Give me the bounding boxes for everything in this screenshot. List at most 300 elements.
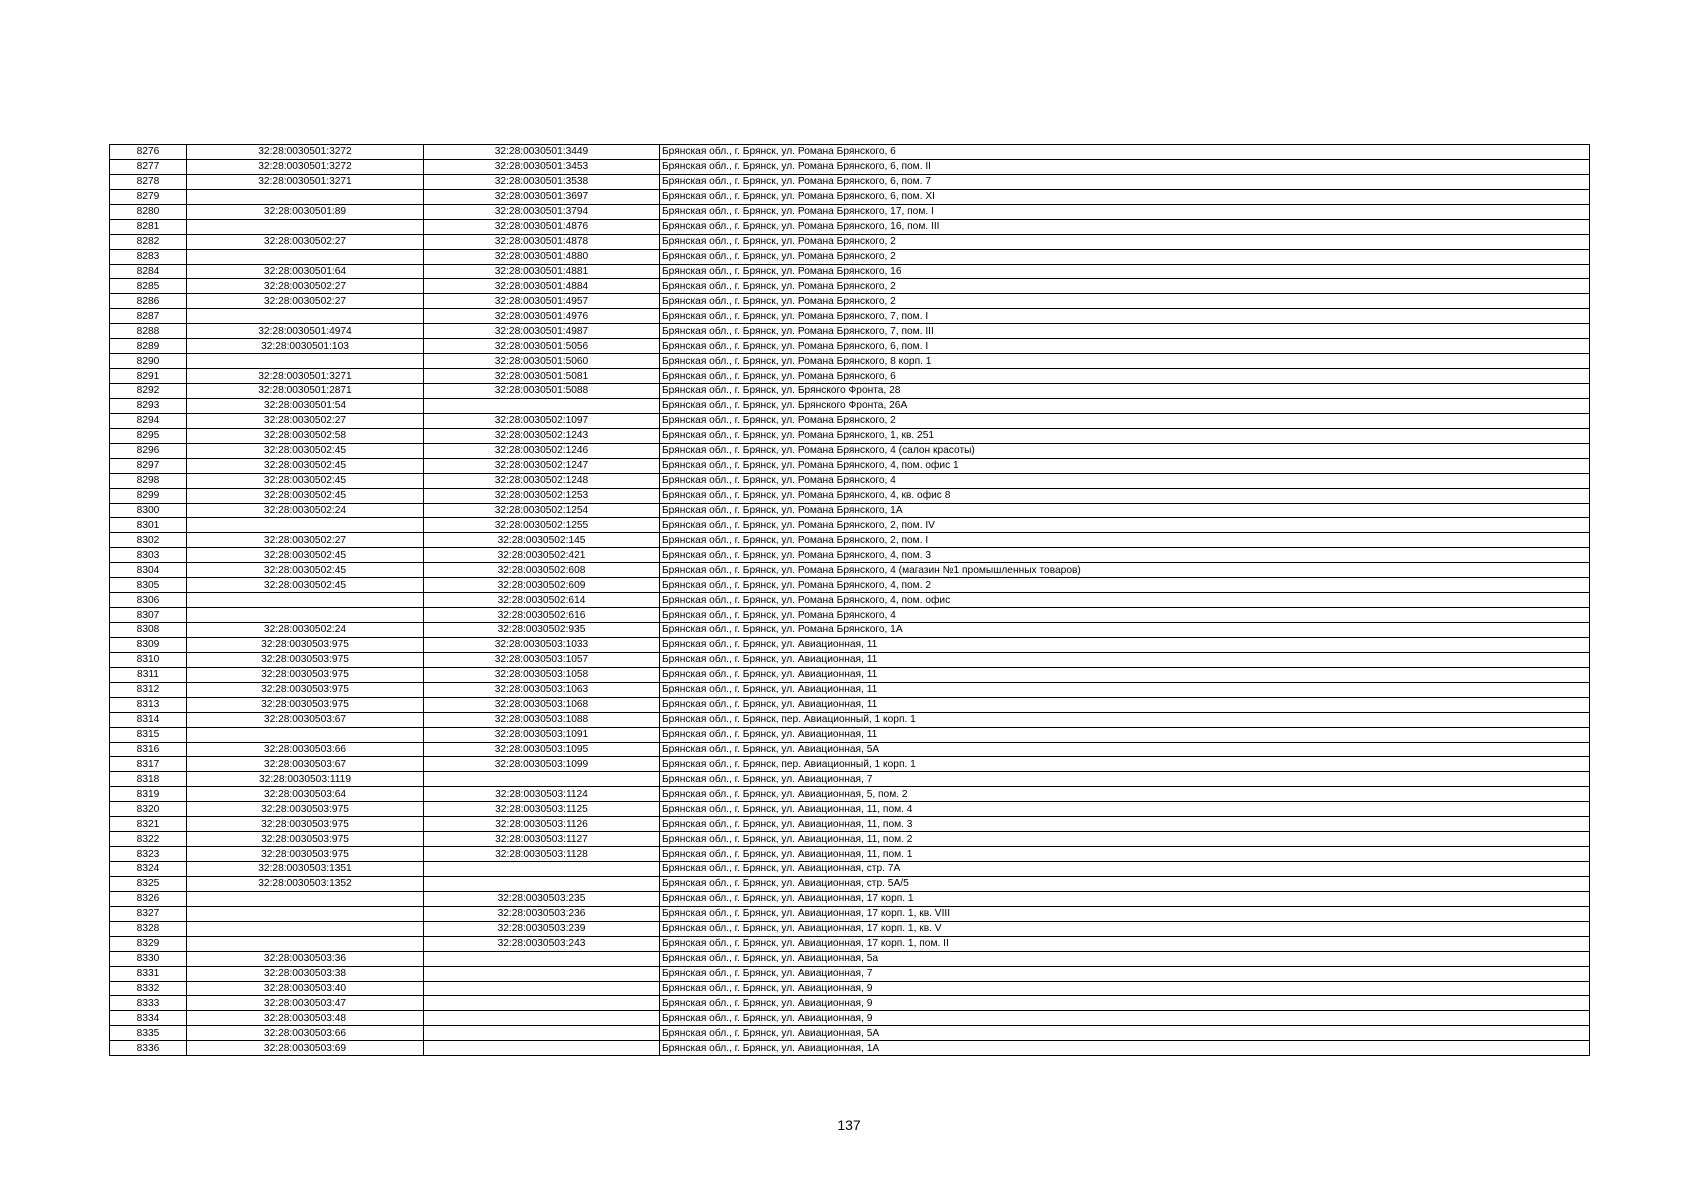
row-number-cell: 8325 [110,876,187,891]
table-row [110,757,1590,772]
row-number-cell: 8336 [110,1041,187,1056]
object-cadastral-cell [424,981,660,996]
address-cell: Брянская обл., г. Брянск, ул. Романа Брянского, 2 [660,413,1590,428]
address-cell: Брянская обл., г. Брянск, ул. Романа Брянского, 4, пом. 3 [660,548,1590,563]
parcel-cadastral-cell [187,727,424,742]
address-cell: Брянская обл., г. Брянск, ул. Авиационная, стр. 5А/5 [660,876,1590,891]
object-cadastral-cell: 32:28:0030502:1097 [424,413,660,428]
address-cell: Брянская обл., г. Брянск, ул. Авиационная, стр. 7А [660,862,1590,877]
address-cell: Брянская обл., г. Брянск, ул. Авиационная, 11 [660,652,1590,667]
parcel-cadastral-cell: 32:28:0030503:47 [187,996,424,1011]
row-number-cell: 8294 [110,413,187,428]
address-cell: Брянская обл., г. Брянск, ул. Романа Брянского, 7, пом. III [660,324,1590,339]
object-cadastral-cell: 32:28:0030502:1247 [424,458,660,473]
object-cadastral-cell: 32:28:0030502:1248 [424,473,660,488]
row-number-cell: 8297 [110,458,187,473]
table-row [110,936,1590,951]
row-number-cell: 8311 [110,667,187,682]
row-number-cell: 8307 [110,608,187,623]
address-cell: Брянская обл., г. Брянск, ул. Авиационная, 11 [660,727,1590,742]
row-number-cell: 8283 [110,249,187,264]
object-cadastral-cell: 32:28:0030501:4884 [424,279,660,294]
address-cell: Брянская обл., г. Брянск, ул. Авиационная, 11, пом. 2 [660,832,1590,847]
parcel-cadastral-cell: 32:28:0030503:975 [187,832,424,847]
object-cadastral-cell: 32:28:0030503:1095 [424,742,660,757]
object-cadastral-cell: 32:28:0030502:421 [424,548,660,563]
row-number-cell: 8277 [110,159,187,174]
address-cell: Брянская обл., г. Брянск, ул. Брянского Фронта, 28 [660,384,1590,399]
row-number-cell: 8312 [110,682,187,697]
table-row [110,847,1590,862]
object-cadastral-cell: 32:28:0030501:4876 [424,219,660,234]
object-cadastral-cell [424,876,660,891]
table-row [110,548,1590,563]
row-number-cell: 8310 [110,652,187,667]
table-row [110,473,1590,488]
object-cadastral-cell: 32:28:0030503:1057 [424,652,660,667]
object-cadastral-cell [424,1011,660,1026]
address-cell: Брянская обл., г. Брянск, ул. Авиационная, 5, пом. 2 [660,787,1590,802]
parcel-cadastral-cell: 32:28:0030501:3271 [187,174,424,189]
object-cadastral-cell: 32:28:0030502:935 [424,623,660,638]
object-cadastral-cell: 32:28:0030501:5088 [424,384,660,399]
table-row [110,966,1590,981]
object-cadastral-cell: 32:28:0030503:1128 [424,847,660,862]
row-number-cell: 8321 [110,817,187,832]
address-cell: Брянская обл., г. Брянск, ул. Авиационная, 7 [660,966,1590,981]
row-number-cell: 8306 [110,593,187,608]
table-row [110,593,1590,608]
table-row [110,563,1590,578]
address-cell: Брянская обл., г. Брянск, ул. Романа Брянского, 2, пом. IV [660,518,1590,533]
row-number-cell: 8332 [110,981,187,996]
address-cell: Брянская обл., г. Брянск, ул. Романа Брянского, 4, кв. офис 8 [660,488,1590,503]
row-number-cell: 8324 [110,862,187,877]
parcel-cadastral-cell: 32:28:0030503:66 [187,1026,424,1041]
table-row [110,906,1590,921]
row-number-cell: 8328 [110,921,187,936]
object-cadastral-cell: 32:28:0030503:236 [424,906,660,921]
object-cadastral-cell: 32:28:0030501:5056 [424,339,660,354]
table-row [110,503,1590,518]
address-cell: Брянская обл., г. Брянск, ул. Авиационная, 11, пом. 1 [660,847,1590,862]
row-number-cell: 8291 [110,369,187,384]
parcel-cadastral-cell: 32:28:0030503:975 [187,652,424,667]
row-number-cell: 8281 [110,219,187,234]
object-cadastral-cell: 32:28:0030501:3449 [424,145,660,160]
table-row [110,637,1590,652]
row-number-cell: 8287 [110,309,187,324]
object-cadastral-cell: 32:28:0030502:616 [424,608,660,623]
object-cadastral-cell: 32:28:0030501:5081 [424,369,660,384]
address-cell: Брянская обл., г. Брянск, ул. Авиационная, 17 корп. 1, кв. VIII [660,906,1590,921]
parcel-cadastral-cell: 32:28:0030502:45 [187,488,424,503]
address-cell: Брянская обл., г. Брянск, ул. Романа Брянского, 6, пом. I [660,339,1590,354]
table-row [110,712,1590,727]
object-cadastral-cell: 32:28:0030501:3453 [424,159,660,174]
address-cell: Брянская обл., г. Брянск, ул. Романа Брянского, 2 [660,234,1590,249]
object-cadastral-cell: 32:28:0030503:1063 [424,682,660,697]
table-row [110,264,1590,279]
parcel-cadastral-cell: 32:28:0030501:4974 [187,324,424,339]
table-row [110,578,1590,593]
parcel-cadastral-cell: 32:28:0030503:975 [187,637,424,652]
address-cell: Брянская обл., г. Брянск, ул. Романа Брянского, 16, пом. III [660,219,1590,234]
object-cadastral-cell: 32:28:0030503:1099 [424,757,660,772]
object-cadastral-cell: 32:28:0030502:1255 [424,518,660,533]
table-row [110,623,1590,638]
address-cell: Брянская обл., г. Брянск, ул. Авиационная, 17 корп. 1, кв. V [660,921,1590,936]
table-row [110,802,1590,817]
parcel-cadastral-cell: 32:28:0030503:975 [187,667,424,682]
address-cell: Брянская обл., г. Брянск, ул. Авиационная, 11 [660,637,1590,652]
row-number-cell: 8314 [110,712,187,727]
table-row [110,159,1590,174]
object-cadastral-cell: 32:28:0030502:614 [424,593,660,608]
address-cell: Брянская обл., г. Брянск, ул. Авиационная, 11, пом. 3 [660,817,1590,832]
parcel-cadastral-cell: 32:28:0030501:89 [187,204,424,219]
object-cadastral-cell: 32:28:0030501:3538 [424,174,660,189]
parcel-cadastral-cell: 32:28:0030502:27 [187,234,424,249]
object-cadastral-cell: 32:28:0030503:1088 [424,712,660,727]
parcel-cadastral-cell [187,891,424,906]
address-cell: Брянская обл., г. Брянск, ул. Авиационная, 9 [660,996,1590,1011]
row-number-cell: 8333 [110,996,187,1011]
table-row [110,787,1590,802]
address-cell: Брянская обл., г. Брянск, ул. Авиационная, 11, пом. 4 [660,802,1590,817]
row-number-cell: 8300 [110,503,187,518]
address-cell: Брянская обл., г. Брянск, пер. Авиационный, 1 корп. 1 [660,757,1590,772]
parcel-cadastral-cell: 32:28:0030503:1119 [187,772,424,787]
address-cell: Брянская обл., г. Брянск, ул. Романа Брянского, 16 [660,264,1590,279]
parcel-cadastral-cell: 32:28:0030502:45 [187,473,424,488]
address-cell: Брянская обл., г. Брянск, ул. Брянского Фронта, 26А [660,398,1590,413]
table-row [110,727,1590,742]
parcel-cadastral-cell: 32:28:0030501:3272 [187,159,424,174]
register-table [109,144,1590,1056]
address-cell: Брянская обл., г. Брянск, ул. Романа Брянского, 7, пом. I [660,309,1590,324]
parcel-cadastral-cell [187,593,424,608]
parcel-cadastral-cell: 32:28:0030503:36 [187,951,424,966]
row-number-cell: 8299 [110,488,187,503]
parcel-cadastral-cell: 32:28:0030503:975 [187,817,424,832]
table-row [110,533,1590,548]
address-cell: Брянская обл., г. Брянск, ул. Романа Брянского, 1, кв. 251 [660,428,1590,443]
table-row [110,279,1590,294]
table-row [110,981,1590,996]
table-row [110,891,1590,906]
parcel-cadastral-cell: 32:28:0030503:66 [187,742,424,757]
table-row [110,294,1590,309]
address-cell: Брянская обл., г. Брянск, ул. Авиационная, 17 корп. 1, пом. II [660,936,1590,951]
address-cell: Брянская обл., г. Брянск, ул. Романа Брянского, 4 [660,608,1590,623]
address-cell: Брянская обл., г. Брянск, ул. Романа Брянского, 1А [660,503,1590,518]
parcel-cadastral-cell: 32:28:0030502:24 [187,623,424,638]
row-number-cell: 8323 [110,847,187,862]
table-row [110,832,1590,847]
table-row [110,189,1590,204]
row-number-cell: 8322 [110,832,187,847]
table-row [110,324,1590,339]
parcel-cadastral-cell: 32:28:0030503:38 [187,966,424,981]
table-row [110,398,1590,413]
parcel-cadastral-cell: 32:28:0030502:45 [187,443,424,458]
address-cell: Брянская обл., г. Брянск, ул. Авиационная, 7 [660,772,1590,787]
parcel-cadastral-cell: 32:28:0030501:3271 [187,369,424,384]
row-number-cell: 8305 [110,578,187,593]
row-number-cell: 8279 [110,189,187,204]
parcel-cadastral-cell: 32:28:0030502:58 [187,428,424,443]
parcel-cadastral-cell: 32:28:0030502:27 [187,533,424,548]
parcel-cadastral-cell: 32:28:0030501:3272 [187,145,424,160]
parcel-cadastral-cell: 32:28:0030502:27 [187,294,424,309]
table-row [110,817,1590,832]
row-number-cell: 8319 [110,787,187,802]
object-cadastral-cell: 32:28:0030503:243 [424,936,660,951]
parcel-cadastral-cell: 32:28:0030502:45 [187,548,424,563]
table-row [110,862,1590,877]
row-number-cell: 8289 [110,339,187,354]
row-number-cell: 8292 [110,384,187,399]
table-row [110,413,1590,428]
address-cell: Брянская обл., г. Брянск, ул. Романа Брянского, 4, пом. офис 1 [660,458,1590,473]
table-row [110,742,1590,757]
table-row [110,234,1590,249]
row-number-cell: 8318 [110,772,187,787]
row-number-cell: 8326 [110,891,187,906]
parcel-cadastral-cell: 32:28:0030502:45 [187,563,424,578]
parcel-cadastral-cell: 32:28:0030502:27 [187,413,424,428]
parcel-cadastral-cell: 32:28:0030501:64 [187,264,424,279]
parcel-cadastral-cell: 32:28:0030501:54 [187,398,424,413]
parcel-cadastral-cell: 32:28:0030502:45 [187,458,424,473]
row-number-cell: 8278 [110,174,187,189]
parcel-cadastral-cell [187,906,424,921]
row-number-cell: 8290 [110,354,187,369]
parcel-cadastral-cell: 32:28:0030503:975 [187,847,424,862]
object-cadastral-cell [424,1026,660,1041]
table-row [110,354,1590,369]
parcel-cadastral-cell: 32:28:0030502:27 [187,279,424,294]
address-cell: Брянская обл., г. Брянск, ул. Авиационная, 9 [660,1011,1590,1026]
object-cadastral-cell: 32:28:0030501:4987 [424,324,660,339]
table-row [110,921,1590,936]
parcel-cadastral-cell [187,936,424,951]
table-row [110,1026,1590,1041]
row-number-cell: 8320 [110,802,187,817]
parcel-cadastral-cell: 32:28:0030503:1351 [187,862,424,877]
object-cadastral-cell: 32:28:0030503:235 [424,891,660,906]
table-row [110,174,1590,189]
address-cell: Брянская обл., г. Брянск, ул. Романа Брянского, 2 [660,279,1590,294]
table-row [110,369,1590,384]
address-cell: Брянская обл., г. Брянск, ул. Романа Брянского, 4, пом. 2 [660,578,1590,593]
parcel-cadastral-cell: 32:28:0030503:67 [187,712,424,727]
register-table-body [110,145,1590,1056]
object-cadastral-cell: 32:28:0030502:608 [424,563,660,578]
address-cell: Брянская обл., г. Брянск, ул. Романа Брянского, 2 [660,249,1590,264]
row-number-cell: 8296 [110,443,187,458]
row-number-cell: 8282 [110,234,187,249]
table-row [110,309,1590,324]
address-cell: Брянская обл., г. Брянск, ул. Романа Брянского, 6 [660,369,1590,384]
row-number-cell: 8315 [110,727,187,742]
parcel-cadastral-cell: 32:28:0030502:24 [187,503,424,518]
address-cell: Брянская обл., г. Брянск, ул. Авиационная, 17 корп. 1 [660,891,1590,906]
address-cell: Брянская обл., г. Брянск, ул. Авиационная, 11 [660,667,1590,682]
parcel-cadastral-cell: 32:28:0030502:45 [187,578,424,593]
object-cadastral-cell: 32:28:0030501:4976 [424,309,660,324]
address-cell: Брянская обл., г. Брянск, пер. Авиационный, 1 корп. 1 [660,712,1590,727]
row-number-cell: 8288 [110,324,187,339]
row-number-cell: 8280 [110,204,187,219]
address-cell: Брянская обл., г. Брянск, ул. Романа Брянского, 4, пом. офис [660,593,1590,608]
row-number-cell: 8334 [110,1011,187,1026]
address-cell: Брянская обл., г. Брянск, ул. Романа Брянского, 17, пом. I [660,204,1590,219]
object-cadastral-cell [424,862,660,877]
parcel-cadastral-cell [187,354,424,369]
object-cadastral-cell: 32:28:0030502:1253 [424,488,660,503]
page-number: 137 [837,1117,861,1133]
row-number-cell: 8304 [110,563,187,578]
object-cadastral-cell: 32:28:0030501:3794 [424,204,660,219]
parcel-cadastral-cell [187,219,424,234]
parcel-cadastral-cell [187,608,424,623]
address-cell: Брянская обл., г. Брянск, ул. Авиационная, 5А [660,742,1590,757]
object-cadastral-cell [424,966,660,981]
object-cadastral-cell: 32:28:0030501:4881 [424,264,660,279]
row-number-cell: 8298 [110,473,187,488]
address-cell: Брянская обл., г. Брянск, ул. Романа Брянского, 2, пом. I [660,533,1590,548]
object-cadastral-cell: 32:28:0030503:1126 [424,817,660,832]
row-number-cell: 8331 [110,966,187,981]
parcel-cadastral-cell: 32:28:0030503:48 [187,1011,424,1026]
row-number-cell: 8330 [110,951,187,966]
parcel-cadastral-cell: 32:28:0030503:975 [187,697,424,712]
row-number-cell: 8293 [110,398,187,413]
parcel-cadastral-cell [187,189,424,204]
object-cadastral-cell: 32:28:0030502:1254 [424,503,660,518]
row-number-cell: 8276 [110,145,187,160]
object-cadastral-cell: 32:28:0030503:1058 [424,667,660,682]
table-row [110,652,1590,667]
row-number-cell: 8284 [110,264,187,279]
row-number-cell: 8317 [110,757,187,772]
address-cell: Брянская обл., г. Брянск, ул. Авиационная, 5а [660,951,1590,966]
address-cell: Брянская обл., г. Брянск, ул. Романа Брянского, 4 [660,473,1590,488]
address-cell: Брянская обл., г. Брянск, ул. Романа Брянского, 6, пом. XI [660,189,1590,204]
table-row [110,249,1590,264]
parcel-cadastral-cell [187,518,424,533]
table-row [110,667,1590,682]
parcel-cadastral-cell [187,309,424,324]
address-cell: Брянская обл., г. Брянск, ул. Романа Брянского, 4 (магазин №1 промышленных товаров) [660,563,1590,578]
object-cadastral-cell: 32:28:0030502:1243 [424,428,660,443]
parcel-cadastral-cell: 32:28:0030503:975 [187,802,424,817]
row-number-cell: 8308 [110,623,187,638]
parcel-cadastral-cell [187,921,424,936]
object-cadastral-cell: 32:28:0030503:1127 [424,832,660,847]
table-row [110,204,1590,219]
row-number-cell: 8303 [110,548,187,563]
object-cadastral-cell: 32:28:0030501:4880 [424,249,660,264]
parcel-cadastral-cell: 32:28:0030503:1352 [187,876,424,891]
address-cell: Брянская обл., г. Брянск, ул. Романа Брянского, 6, пом. 7 [660,174,1590,189]
object-cadastral-cell: 32:28:0030503:1125 [424,802,660,817]
address-cell: Брянская обл., г. Брянск, ул. Авиационная, 11 [660,682,1590,697]
table-row [110,145,1590,160]
object-cadastral-cell: 32:28:0030501:4957 [424,294,660,309]
object-cadastral-cell [424,996,660,1011]
parcel-cadastral-cell: 32:28:0030501:103 [187,339,424,354]
table-row [110,1011,1590,1026]
object-cadastral-cell: 32:28:0030503:1124 [424,787,660,802]
row-number-cell: 8313 [110,697,187,712]
address-cell: Брянская обл., г. Брянск, ул. Авиационная, 1А [660,1041,1590,1056]
row-number-cell: 8316 [110,742,187,757]
object-cadastral-cell: 32:28:0030503:239 [424,921,660,936]
table-row [110,996,1590,1011]
table-row [110,443,1590,458]
address-cell: Брянская обл., г. Брянск, ул. Авиационная, 11 [660,697,1590,712]
row-number-cell: 8309 [110,637,187,652]
parcel-cadastral-cell: 32:28:0030503:67 [187,757,424,772]
address-cell: Брянская обл., г. Брянск, ул. Романа Брянского, 6 [660,145,1590,160]
object-cadastral-cell: 32:28:0030501:4878 [424,234,660,249]
parcel-cadastral-cell: 32:28:0030503:975 [187,682,424,697]
table-row [110,608,1590,623]
object-cadastral-cell: 32:28:0030503:1033 [424,637,660,652]
row-number-cell: 8285 [110,279,187,294]
table-row [110,518,1590,533]
row-number-cell: 8335 [110,1026,187,1041]
object-cadastral-cell: 32:28:0030502:609 [424,578,660,593]
object-cadastral-cell: 32:28:0030502:1246 [424,443,660,458]
object-cadastral-cell: 32:28:0030501:3697 [424,189,660,204]
table-row [110,339,1590,354]
object-cadastral-cell [424,951,660,966]
parcel-cadastral-cell: 32:28:0030503:40 [187,981,424,996]
row-number-cell: 8302 [110,533,187,548]
table-row [110,876,1590,891]
parcel-cadastral-cell [187,249,424,264]
table-row [110,219,1590,234]
table-row [110,697,1590,712]
table-row [110,384,1590,399]
row-number-cell: 8301 [110,518,187,533]
object-cadastral-cell: 32:28:0030503:1068 [424,697,660,712]
table-row [110,1041,1590,1056]
address-cell: Брянская обл., г. Брянск, ул. Авиационная, 5А [660,1026,1590,1041]
row-number-cell: 8329 [110,936,187,951]
parcel-cadastral-cell: 32:28:0030501:2871 [187,384,424,399]
table-row [110,951,1590,966]
object-cadastral-cell: 32:28:0030503:1091 [424,727,660,742]
address-cell: Брянская обл., г. Брянск, ул. Романа Брянского, 1А [660,623,1590,638]
parcel-cadastral-cell: 32:28:0030503:69 [187,1041,424,1056]
address-cell: Брянская обл., г. Брянск, ул. Романа Брянского, 2 [660,294,1590,309]
address-cell: Брянская обл., г. Брянск, ул. Авиационная, 9 [660,981,1590,996]
row-number-cell: 8295 [110,428,187,443]
table-row [110,428,1590,443]
object-cadastral-cell [424,398,660,413]
row-number-cell: 8286 [110,294,187,309]
parcel-cadastral-cell: 32:28:0030503:64 [187,787,424,802]
table-row [110,488,1590,503]
address-cell: Брянская обл., г. Брянск, ул. Романа Брянского, 4 (салон красоты) [660,443,1590,458]
address-cell: Брянская обл., г. Брянск, ул. Романа Брянского, 8 корп. 1 [660,354,1590,369]
object-cadastral-cell [424,1041,660,1056]
